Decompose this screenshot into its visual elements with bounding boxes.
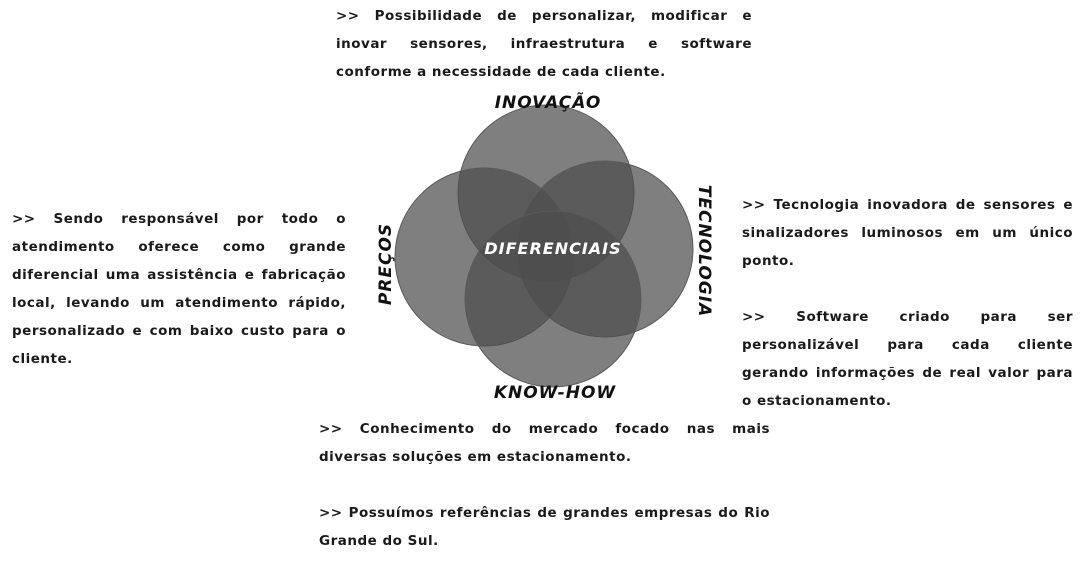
label-center-differentials: DIFERENCIAIS xyxy=(484,239,622,258)
knowhow-paragraph-references: >> Possuímos referências de grandes empresas do Rio Grande do Sul. xyxy=(319,505,770,549)
circle-knowhow xyxy=(465,211,641,387)
label-knowhow: KNOW-HOW xyxy=(493,383,617,403)
prices-paragraph: >> Sendo responsável por todo o atendimento oferece como grande diferencial uma assistência e fabricação local, levando um atendimento rápido, personalizado e com baixo custo para o cliente. xyxy=(12,211,346,367)
label-prices: PREÇOS xyxy=(376,222,396,306)
innovation-description xyxy=(336,2,752,86)
innovation-paragraph: >> Possibilidade de personalizar, modificar e inovar sensores, infraestrutura e software conforme a necessidade de cada cliente. xyxy=(336,8,752,80)
technology-paragraph-software: >> Software criado para ser personalizável para cada cliente gerando informações de real valor para o estacionamento. xyxy=(742,309,1073,409)
knowhow-description xyxy=(319,415,770,555)
technology-paragraph-sensors: >> Tecnologia inovadora de sensores e sinalizadores luminosos em um único ponto. xyxy=(742,197,1073,269)
prices-description xyxy=(12,205,346,373)
label-innovation: INOVAÇÃO xyxy=(494,93,602,113)
differentials-venn-diagram xyxy=(360,88,730,408)
technology-description xyxy=(742,191,1073,415)
knowhow-paragraph-market: >> Conhecimento do mercado focado nas mais diversas soluções em estacionamento. xyxy=(319,421,770,465)
label-technology: TECNOLOGIA xyxy=(694,184,714,318)
